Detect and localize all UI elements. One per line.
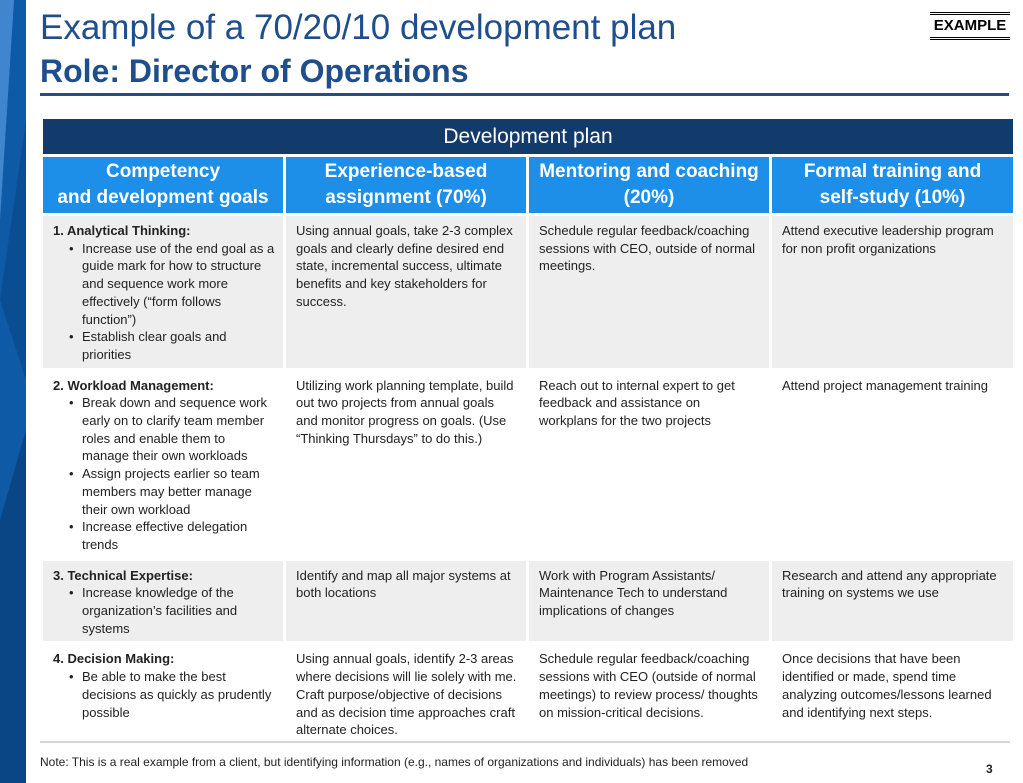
- footnote: Note: This is a real example from a client, but identifying information (e.g., names of organizations and individuals) has been removed: [40, 755, 749, 769]
- experience-cell: Using annual goals, take 2-3 complex goals and clearly define desired end state, incremental success, ultimate benefits and key stakeholders for success.: [286, 216, 526, 368]
- competency-title: 4. Decision Making:: [53, 651, 175, 667]
- training-cell: Once decisions that have been identified or made, spend time analyzing outcomes/lessons learned and identifying next steps.: [772, 644, 1013, 743]
- competency-cell: [43, 371, 283, 558]
- column-header-competency: [43, 157, 283, 213]
- column-header-line: Formal training and: [803, 161, 982, 182]
- column-header-line: assignment (70%): [325, 187, 487, 208]
- slide-title: Example of a 70/20/10 development plan: [40, 8, 677, 47]
- competency-title: 2. Workload Management:: [53, 377, 214, 393]
- competency-bullet: • Be able to make the best decisions as quickly as prudently possible: [82, 668, 275, 721]
- training-cell: Attend project management training: [772, 371, 1013, 558]
- footer-divider: [40, 741, 1010, 743]
- experience-cell: Identify and map all major systems at both locations: [286, 561, 526, 642]
- column-header-experience: [286, 157, 526, 213]
- stripe-fold-graphic: [0, 0, 26, 783]
- column-header-training: [772, 157, 1013, 213]
- competency-bullet: • Increase effective delegation trends: [82, 518, 275, 553]
- column-header-line: Competency: [105, 161, 221, 182]
- competency-bullet: • Break down and sequence work early on to clarify team member roles and enable them to manage their own workloads: [82, 394, 275, 465]
- competency-bullets: [53, 394, 275, 553]
- competency-title: 1. Analytical Thinking:: [53, 223, 191, 238]
- experience-cell: Utilizing work planning template, build out two projects from annual goals and monitor progress on goals. (Use “Thinking Thursdays” to do this.): [286, 371, 526, 558]
- mentoring-cell: Reach out to internal expert to get feedback and assistance on workplans for the two projects: [529, 371, 769, 558]
- mentoring-cell: Schedule regular feedback/coaching sessions with CEO, outside of normal meetings.: [529, 216, 769, 368]
- competency-bullets: [53, 240, 275, 364]
- competency-cell: [43, 216, 283, 368]
- competency-title: 3. Technical Expertise:: [53, 567, 193, 583]
- competency-bullet: • Increase use of the end goal as a guide mark for how to structure and sequence work more effectively (“form follows function”): [82, 240, 275, 329]
- mentoring-cell: Work with Program Assistants/ Maintenance Tech to understand implications of changes: [529, 561, 769, 642]
- development-plan-table: [40, 116, 1016, 746]
- competency-bullet: • Assign projects earlier so team members may better manage their own workload: [82, 465, 275, 518]
- table-row: [43, 216, 1013, 368]
- column-header-line: and development goals: [57, 187, 269, 208]
- table-row: [43, 561, 1013, 642]
- example-tag: EXAMPLE: [930, 12, 1010, 40]
- competency-bullet: • Establish clear goals and priorities: [82, 328, 275, 363]
- title-divider: [40, 93, 1009, 96]
- column-header-line: Mentoring and coaching: [539, 161, 759, 182]
- competency-bullet: • Increase knowledge of the organization’s facilities and systems: [82, 584, 275, 637]
- plan-header: Development plan: [43, 119, 1013, 154]
- competency-cell: [43, 561, 283, 642]
- column-header-line: self-study (10%): [819, 187, 966, 208]
- table-row: [43, 644, 1013, 743]
- table-row: [43, 371, 1013, 558]
- competency-bullets: [53, 668, 275, 721]
- competency-bullets: [53, 584, 275, 637]
- slide-subtitle: Role: Director of Operations: [40, 53, 469, 89]
- left-decorative-stripe: [0, 0, 26, 783]
- column-header-line: Experience-based: [324, 161, 488, 182]
- competency-cell: [43, 644, 283, 743]
- training-cell: Research and attend any appropriate training on systems we use: [772, 561, 1013, 642]
- experience-cell: Using annual goals, identify 2-3 areas where decisions will lie solely with me. Craft purpose/objective of decisions and as decision time approaches craft alternate choices.: [286, 644, 526, 743]
- page-number: 3: [986, 762, 993, 776]
- column-header-mentoring: [529, 157, 769, 213]
- mentoring-cell: Schedule regular feedback/coaching sessions with CEO (outside of normal meetings) to review process/ thoughts on mission-critical decisions.: [529, 644, 769, 743]
- column-header-line: (20%): [623, 187, 675, 208]
- training-cell: Attend executive leadership program for non profit organizations: [772, 216, 1013, 368]
